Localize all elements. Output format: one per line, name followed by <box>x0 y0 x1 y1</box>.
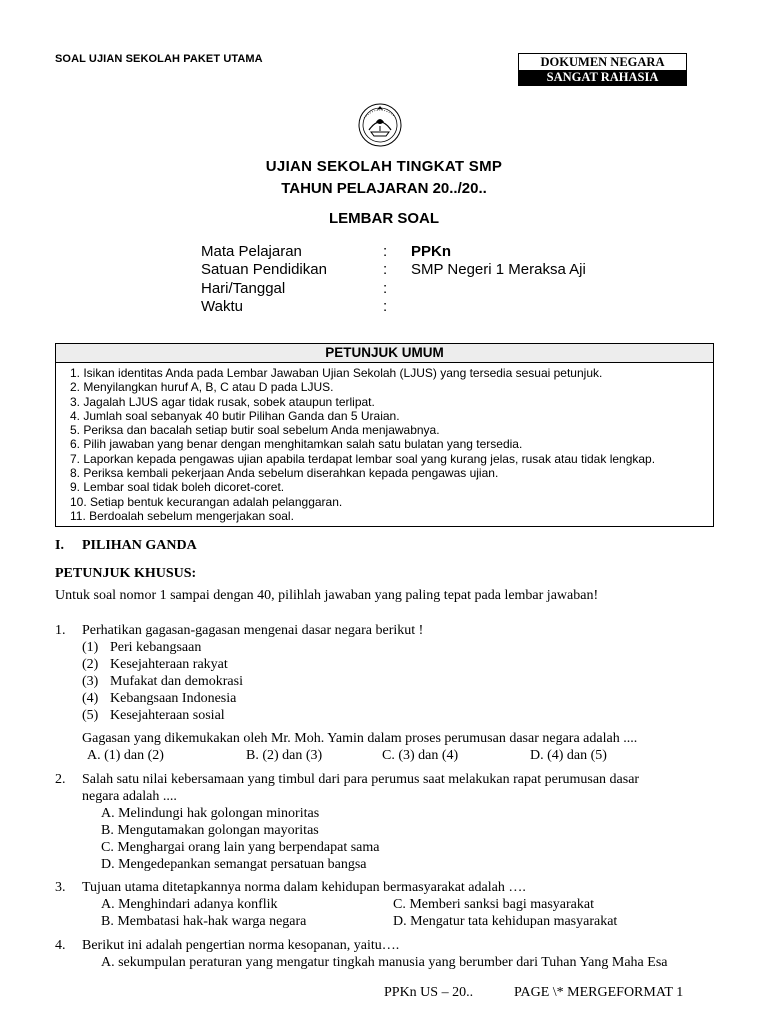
question-number: 1. <box>55 623 66 638</box>
answer-option-c: C. Menghargai orang lain yang berpendapat sama <box>101 840 380 855</box>
instruction-item: 8. Periksa kembali pekerjaan Anda sebelum diserahkan kepada pengawas ujian. <box>70 466 499 481</box>
statement-number: (5) <box>82 708 99 723</box>
classification-top: DOKUMEN NEGARA <box>540 55 665 69</box>
answer-option-c: C. Memberi sanksi bagi masyarakat <box>393 897 595 912</box>
specific-instructions-text: Untuk soal nomor 1 sampai dengan 40, pilihlah jawaban yang paling tepat pada lembar jawaban! <box>55 588 599 603</box>
answer-option-d: D. (4) dan (5) <box>530 748 607 763</box>
tut-wuri-handayani-emblem-icon <box>356 100 404 148</box>
statement-text: Mufakat dan demokrasi <box>110 674 243 689</box>
info-colon: : <box>383 280 388 297</box>
info-value: SMP Negeri 1 Meraksa Aji <box>411 261 586 278</box>
answer-option-d: D. Mengatur tata kehidupan masyarakat <box>393 914 618 929</box>
answer-option-a: A. (1) dan (2) <box>87 748 164 763</box>
info-colon: : <box>383 261 388 278</box>
answer-option-d: D. Mengedepankan semangat persatuan bangsa <box>101 857 367 872</box>
question-text: Berikut ini adalah pengertian norma kesopanan, yaitu…. <box>82 938 400 953</box>
instruction-item: 1. Isikan identitas Anda pada Lembar Jawaban Ujian Sekolah (LJUS) yang tersedia sesuai petunjuk. <box>70 366 603 380</box>
question-text-cont: negara adalah .... <box>82 789 177 804</box>
instruction-item: 6. Pilih jawaban yang benar dengan menghitamkan salah satu bulatan yang tersedia. <box>70 437 523 452</box>
exam-title: UJIAN SEKOLAH TINGKAT SMP <box>265 158 503 175</box>
classification-box <box>518 53 687 86</box>
question-number: 3. <box>55 880 66 895</box>
info-colon: : <box>383 298 388 315</box>
section-number: I. <box>55 538 64 553</box>
question-text: Perhatikan gagasan-gagasan mengenai dasar negara berikut ! <box>82 623 424 638</box>
classification-bottom: SANGAT RAHASIA <box>519 70 686 85</box>
info-colon: : <box>383 243 388 260</box>
footer-subject-code: PPKn US – 20.. <box>384 985 474 1000</box>
section-title: PILIHAN GANDA <box>82 538 197 553</box>
answer-option-a: A. Melindungi hak golongan minoritas <box>101 806 320 821</box>
statement-text: Kesejahteraan sosial <box>110 708 225 723</box>
statement-number: (4) <box>82 691 99 706</box>
instruction-item: 11. Berdoalah sebelum mengerjakan soal. <box>70 508 294 523</box>
info-label: Satuan Pendidikan <box>201 261 327 278</box>
instruction-item: 4. Jumlah soal sebanyak 40 butir Pilihan Ganda dan 5 Uraian. <box>70 408 400 423</box>
question-text: Salah satu nilai kebersamaan yang timbul dari para perumus saat melakukan rapat perumusan dasar <box>82 772 640 787</box>
instruction-item: 2. Menyilangkan huruf A, B, C atau D pada LJUS. <box>70 380 334 395</box>
general-instructions-heading: PETUNJUK UMUM <box>56 344 713 363</box>
general-instructions-box <box>55 343 714 527</box>
statement-text: Kesejahteraan rakyat <box>110 657 228 672</box>
info-value: PPKn <box>411 243 452 260</box>
info-label: Mata Pelajaran <box>201 243 302 260</box>
general-instructions-list <box>56 363 713 523</box>
academic-year: TAHUN PELAJARAN 20../20.. <box>281 180 487 197</box>
statement-number: (2) <box>82 657 99 672</box>
info-label: Waktu <box>201 298 243 315</box>
answer-option-b: B. Membatasi hak-hak warga negara <box>101 914 307 929</box>
answer-option-c: C. (3) dan (4) <box>382 748 459 763</box>
specific-instructions-label: PETUNJUK KHUSUS: <box>55 566 197 581</box>
instruction-item: 5. Periksa dan bacalah setiap butir soal sebelum Anda menjawabnya. <box>70 423 440 438</box>
instruction-item: 10. Setiap bentuk kecurangan adalah pelanggaran. <box>70 494 343 509</box>
answer-option-a: A. sekumpulan peraturan yang mengatur tingkah manusia yang berumber dari Tuhan Yang Maha Esa <box>101 955 668 970</box>
statement-text: Peri kebangsaan <box>110 640 202 655</box>
question-number: 2. <box>55 772 66 787</box>
info-label: Hari/Tanggal <box>201 280 286 297</box>
instruction-item: 9. Lembar soal tidak boleh dicoret-coret. <box>70 480 285 495</box>
question-text: Tujuan utama ditetapkannya norma dalam kehidupan bermasyarakat adalah …. <box>82 880 526 895</box>
answer-option-a: A. Menghindari adanya konflik <box>101 897 278 912</box>
sheet-title: LEMBAR SOAL <box>329 210 439 227</box>
statement-number: (3) <box>82 674 99 689</box>
exam-package-label: SOAL UJIAN SEKOLAH PAKET UTAMA <box>55 53 263 65</box>
footer-page-field: PAGE \* MERGEFORMAT 1 <box>514 985 684 1000</box>
instruction-item: 3. Jagalah LJUS agar tidak rusak, sobek ataupun terlipat. <box>70 394 375 409</box>
statement-text: Kebangsaan Indonesia <box>110 691 237 706</box>
question-number: 4. <box>55 938 66 953</box>
instruction-item: 7. Laporkan kepada pengawas ujian apabila terdapat lembar soal yang kurang jelas, rusak atau tidak lengkap. <box>70 451 656 466</box>
statement-number: (1) <box>82 640 99 655</box>
question-stem: Gagasan yang dikemukakan oleh Mr. Moh. Yamin dalam proses perumusan dasar negara adalah .... <box>82 731 638 746</box>
answer-option-b: B. Mengutamakan golongan mayoritas <box>101 823 319 838</box>
answer-option-b: B. (2) dan (3) <box>246 748 323 763</box>
